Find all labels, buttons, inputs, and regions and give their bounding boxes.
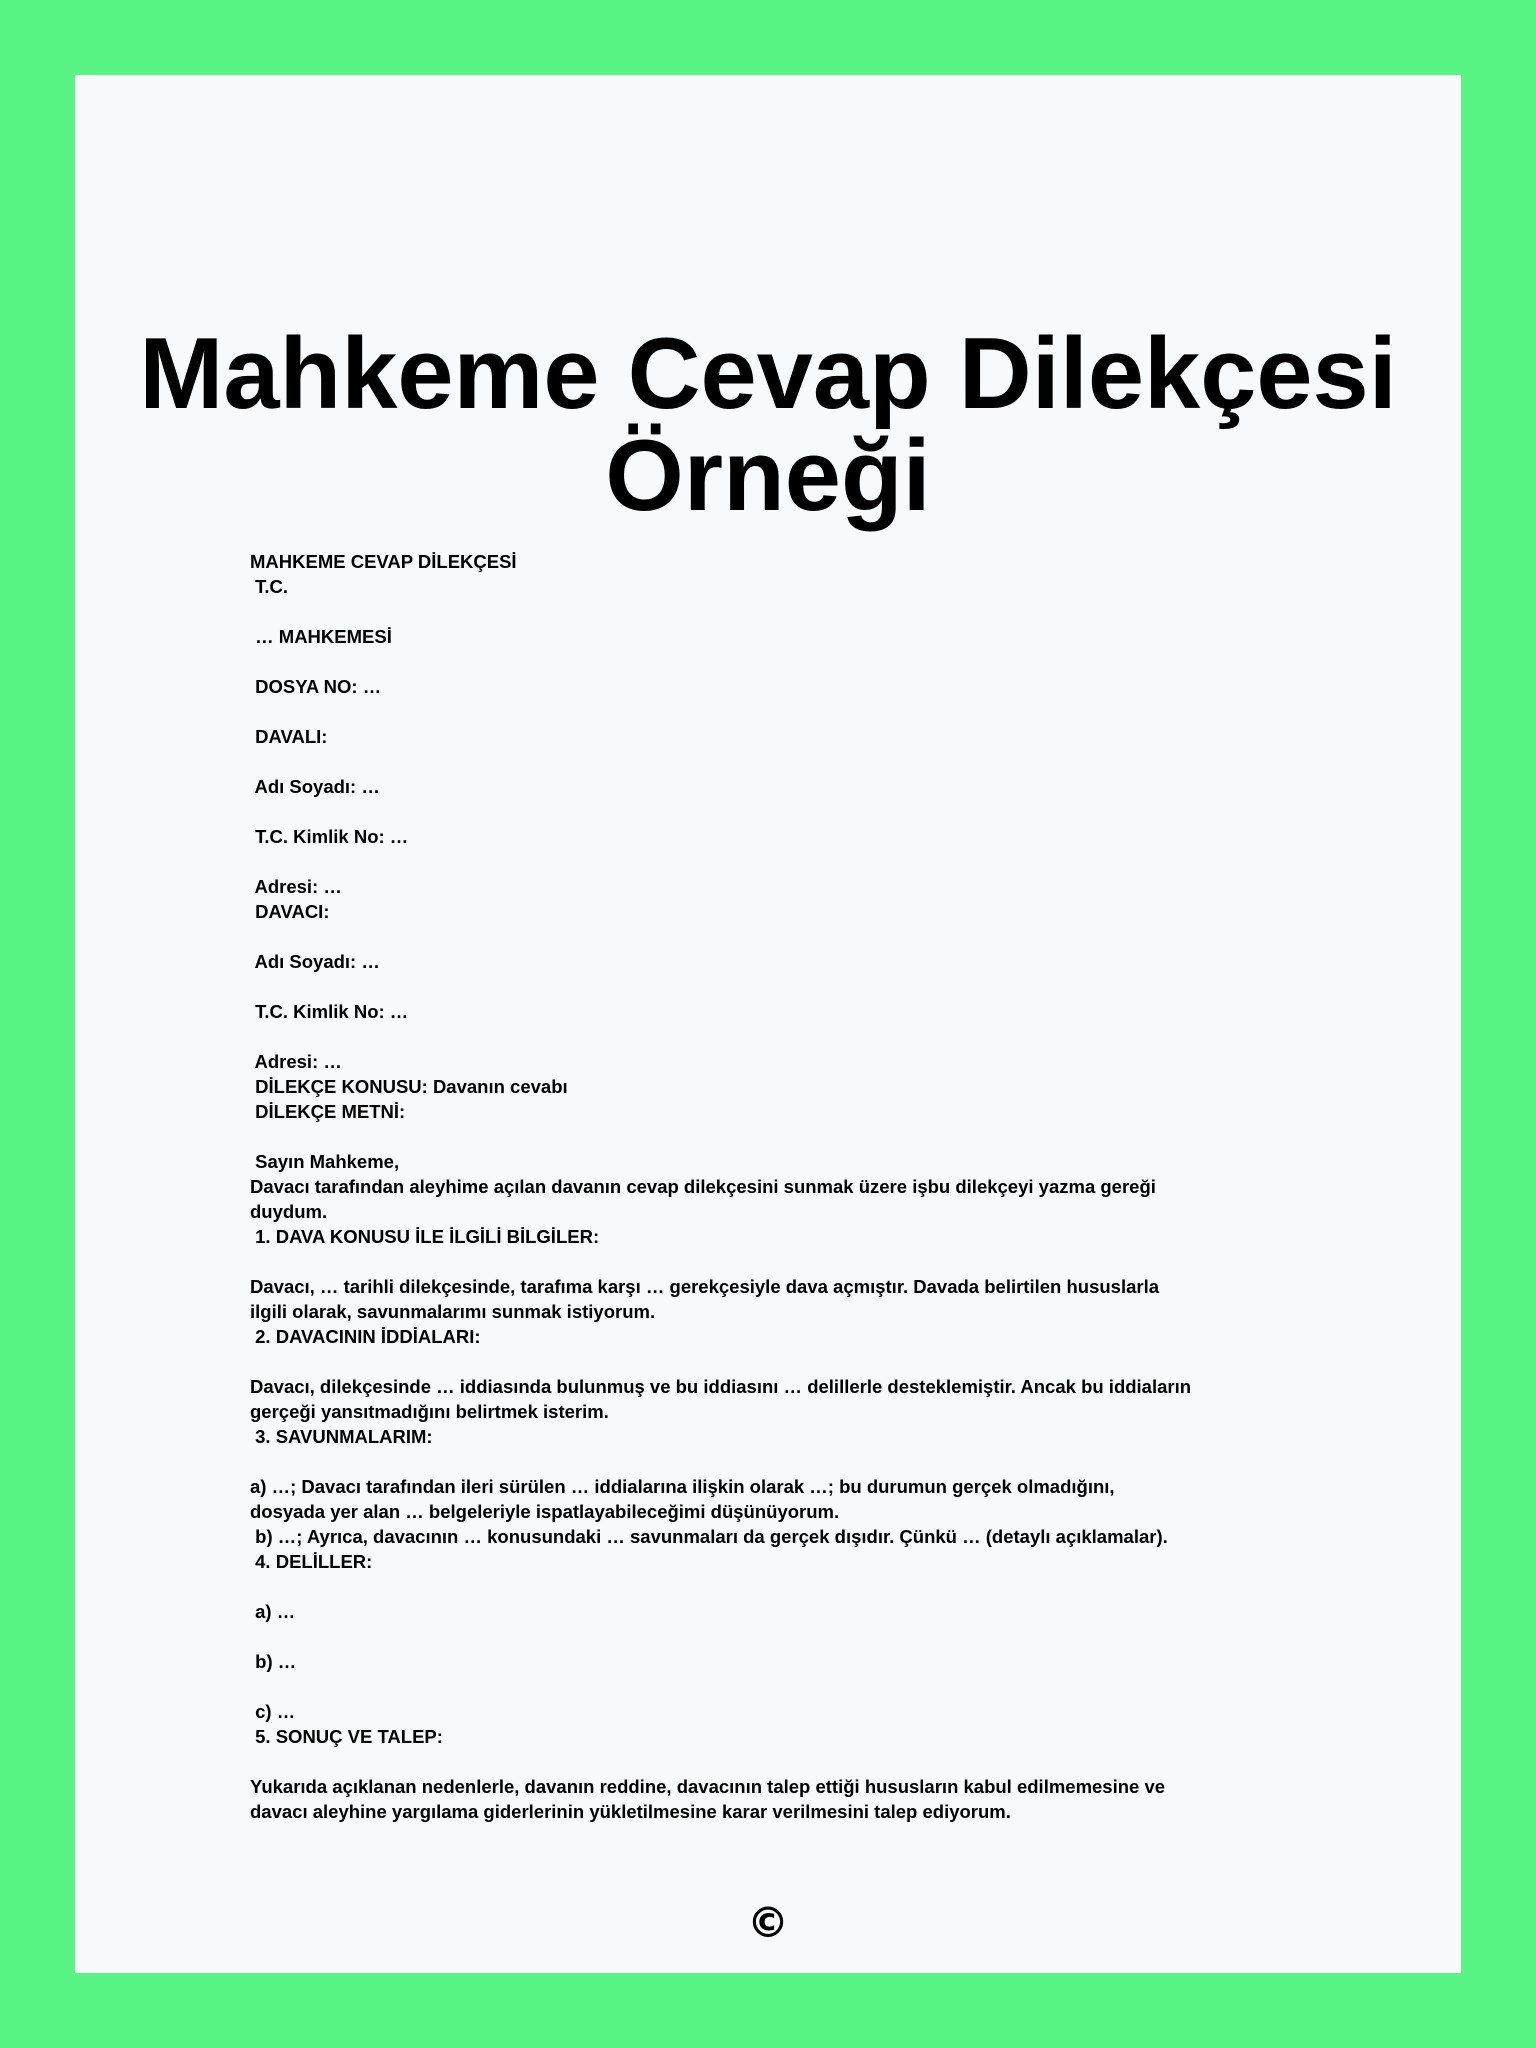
text-line: DAVACI: (250, 901, 330, 922)
text-line: dosyada yer alan … belgeleriyle ispatlayabileceğimi düşünüyorum. (250, 1501, 840, 1522)
text-line: 5. SONUÇ VE TALEP: (250, 1726, 443, 1747)
text-line: Adı Soyadı: … (250, 776, 380, 797)
text-line: 1. DAVA KONUSU İLE İLGİLİ BİLGİLER: (250, 1226, 600, 1247)
blank-line (250, 1574, 1370, 1599)
text-line: T.C. Kimlik No: … (250, 1001, 409, 1022)
text-line: c) … (250, 1701, 296, 1722)
text-line: Davacı tarafından aleyhime açılan davanın cevap dilekçesini sunmak üzere işbu dilekçeyi yazma gereği (250, 1176, 1156, 1197)
text-line: Davacı, dilekçesinde … iddiasında bulunmuş ve bu iddiasını … delillerle desteklemiştir. Ancak bu iddiaların (250, 1376, 1192, 1397)
blank-line (250, 1449, 1370, 1474)
blank-line (250, 1024, 1370, 1049)
blank-line (250, 649, 1370, 674)
text-line: 3. SAVUNMALARIM: (250, 1426, 433, 1447)
text-line: MAHKEME CEVAP DİLEKÇESİ (250, 551, 517, 572)
blank-line (250, 749, 1370, 774)
text-line: a) …; Davacı tarafından ileri sürülen … iddialarına ilişkin olarak …; bu durumun gerçek olmadığını, (250, 1476, 1115, 1497)
document-page (75, 75, 1461, 1973)
blank-line (250, 849, 1370, 874)
text-line: DİLEKÇE KONUSU: Davanın cevabı (250, 1076, 568, 1097)
blank-line (250, 1749, 1370, 1774)
text-line: Sayın Mahkeme, (250, 1151, 400, 1172)
text-line: 4. DELİLLER: (250, 1551, 373, 1572)
text-line: b) … (250, 1651, 297, 1672)
blank-line (250, 1674, 1370, 1699)
document-title-line-1: Mahkeme Cevap Dilekçesi (139, 318, 1397, 430)
blank-line (250, 1624, 1370, 1649)
copyright-icon: © (747, 1898, 789, 1947)
blank-line (250, 974, 1370, 999)
blank-line (250, 1249, 1370, 1274)
text-line: T.C. (250, 576, 289, 597)
text-line: duydum. (250, 1201, 328, 1222)
text-line: Davacı, … tarihli dilekçesinde, tarafıma karşı … gerekçesiyle dava açmıştır. Davada belirtilen hususlarla (250, 1276, 1160, 1297)
text-line: DİLEKÇE METNİ: (250, 1101, 406, 1122)
text-line: davacı aleyhine yargılama giderlerinin yükletilmesine karar verilmesini talep ediyorum. (250, 1801, 1011, 1822)
text-line: b) …; Ayrıca, davacının … konusundaki … savunmaları da gerçek dışıdır. Çünkü … (detaylı açıklamalar). (250, 1526, 1168, 1547)
text-line: Adresi: … (250, 876, 342, 897)
text-line: 2. DAVACININ İDDİALARI: (250, 1326, 481, 1347)
text-line: DAVALI: (250, 726, 328, 747)
text-line: gerçeği yansıtmadığını belirtmek isterim. (250, 1401, 609, 1422)
blank-line (250, 799, 1370, 824)
blank-line (250, 599, 1370, 624)
blank-line (250, 1124, 1370, 1149)
text-line: ilgili olarak, savunmalarımı sunmak istiyorum. (250, 1301, 656, 1322)
text-line: Adresi: … (250, 1051, 342, 1072)
blank-line (250, 1349, 1370, 1374)
text-line: Yukarıda açıklanan nedenlerle, davanın reddine, davacının talep ettiği hususların kabul edilmemesine ve (250, 1776, 1166, 1797)
text-line: a) … (250, 1601, 296, 1622)
text-line: T.C. Kimlik No: … (250, 826, 409, 847)
blank-line (250, 924, 1370, 949)
document-body (250, 549, 1370, 1824)
text-line: … MAHKEMESİ (250, 626, 392, 647)
text-line: DOSYA NO: … (250, 676, 382, 697)
document-title (75, 318, 1461, 532)
text-line: Adı Soyadı: … (250, 951, 380, 972)
blank-line (250, 699, 1370, 724)
document-title-line-2: Örneği (605, 420, 931, 532)
